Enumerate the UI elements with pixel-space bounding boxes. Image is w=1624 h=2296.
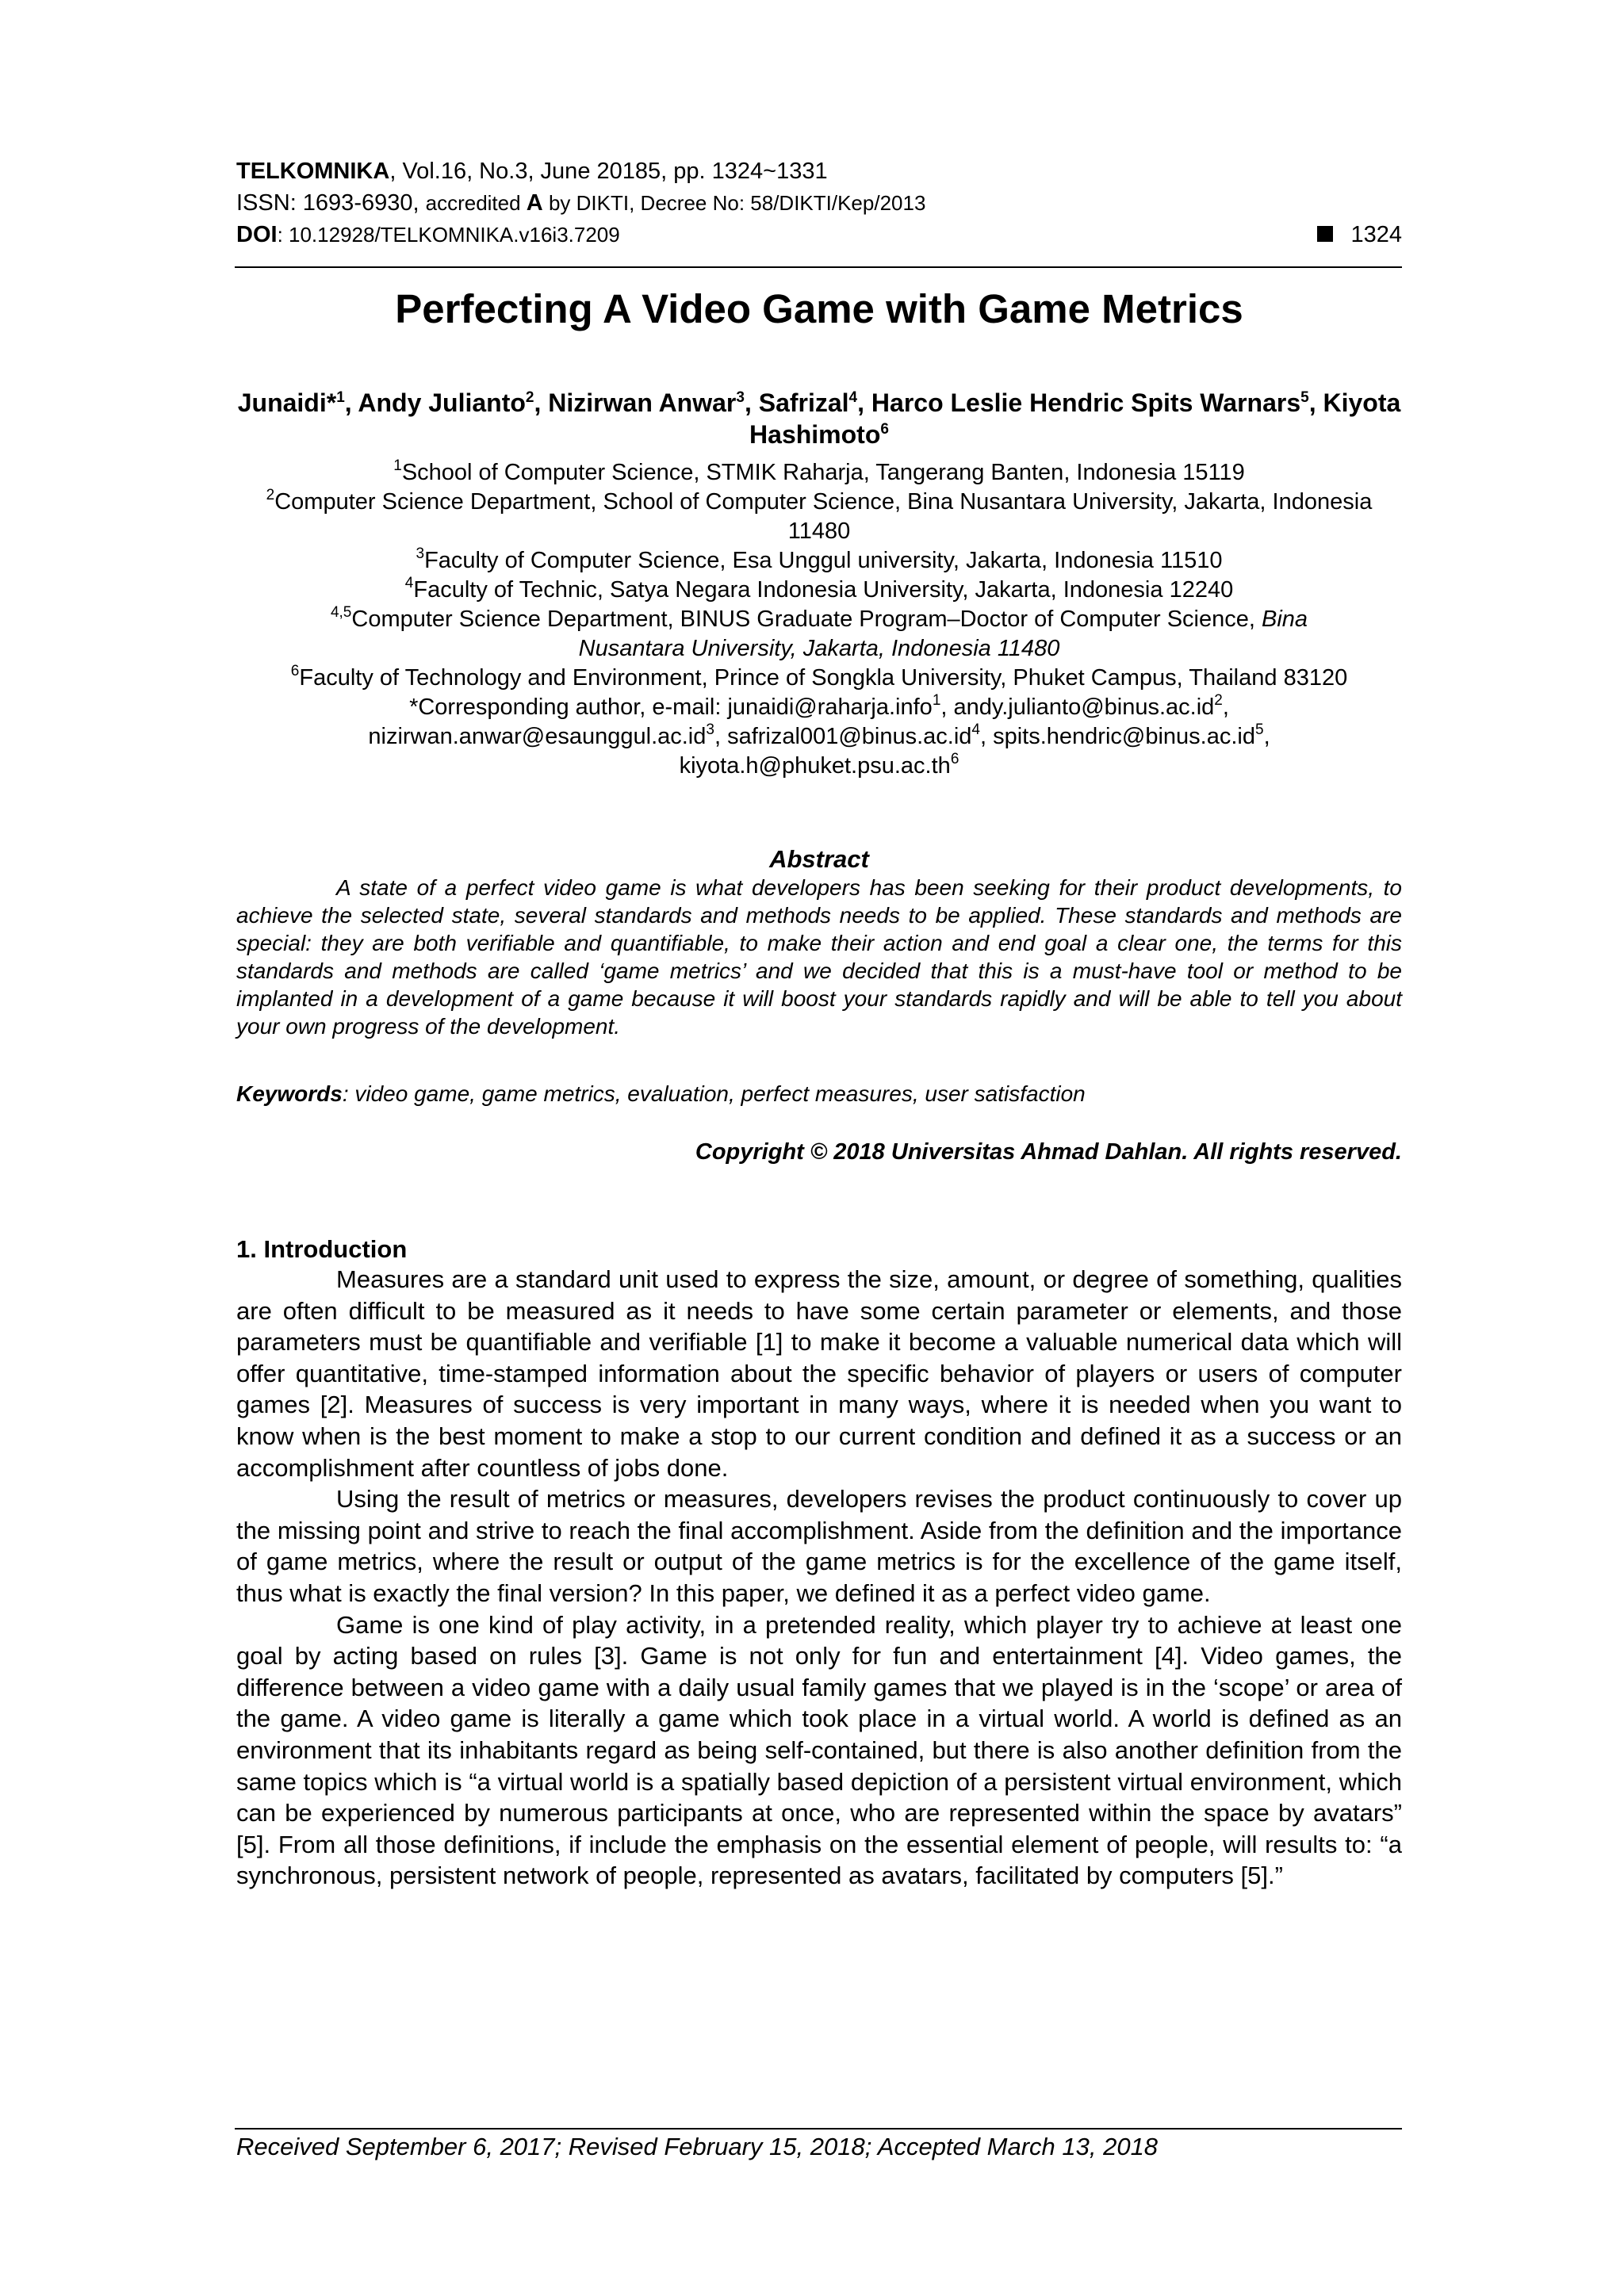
journal-name: TELKOMNIKA xyxy=(236,159,390,184)
affiliation-6-text: Faculty of Technology and Environment, Prince of Songkla University, Phuket Campus, Thailand 83120 xyxy=(299,665,1348,691)
journal-header xyxy=(236,155,1402,251)
email-4: , safrizal001@binus.ac.id xyxy=(714,724,972,749)
affiliation-45 xyxy=(236,605,1402,664)
author-6-sup: 6 xyxy=(880,421,889,438)
affiliation-6 xyxy=(236,664,1402,693)
received-dates: Received September 6, 2017; Revised February 15, 2018; Accepted March 13, 2018 xyxy=(236,2133,1159,2160)
affiliation-4 xyxy=(236,576,1402,605)
author-list xyxy=(236,387,1402,450)
email-3: , nizirwan.anwar@esaunggul.ac.id xyxy=(368,695,1229,749)
email-6: , kiyota.h@phuket.psu.ac.th xyxy=(679,724,1270,779)
affiliation-3 xyxy=(236,546,1402,576)
author-6: , Kiyota Hashimoto xyxy=(749,388,1401,449)
paragraph-1: Measures are a standard unit used to express the size, amount, or degree of something, qualities are often difficult to be measured as it needs to have some certain parameter or elements, and those parameters must be quantifiable and verifiable [1] to make it become a valuable numerical data which will offer quantitative, time-stamped information about the specific behavior of players or users of computer games [2]. Measures of success is very important in many ways, where it is needed when you want to know when is the best moment to make a stop to our current condition and defined it as a success or an accomplishment after countless of jobs done. xyxy=(236,1265,1402,1482)
issn-value: : 1693-6930, xyxy=(289,190,426,216)
email-6-sup: 6 xyxy=(950,751,959,767)
author-2-sup: 2 xyxy=(525,389,534,406)
square-bullet-icon xyxy=(1317,226,1333,242)
author-emails xyxy=(236,693,1402,781)
email-2: , andy.julianto@binus.ac.id xyxy=(940,695,1215,720)
keywords-text: : video game, game metrics, evaluation, perfect measures, user satisfaction xyxy=(342,1081,1086,1106)
affiliation-45-text: Computer Science Department, BINUS Graduate Program–Doctor of Computer Science, xyxy=(351,607,1262,632)
author-5: , Harco Leslie Hendric Spits Warnars xyxy=(857,388,1301,417)
author-2: , Andy Julianto xyxy=(344,388,526,417)
section-body xyxy=(236,1264,1402,1892)
email-intro: *Corresponding author, e-mail: junaidi@raharja.info xyxy=(409,695,933,720)
footer-rule xyxy=(235,2128,1402,2130)
affiliation-3-sup: 3 xyxy=(416,545,425,562)
journal-line xyxy=(236,155,1402,187)
doi-line xyxy=(236,219,1402,251)
affiliations xyxy=(236,458,1402,781)
issn-label: ISSN xyxy=(236,190,290,216)
author-4-sup: 4 xyxy=(848,389,858,406)
affiliation-6-sup: 6 xyxy=(290,663,300,679)
email-1-sup: 1 xyxy=(932,692,941,709)
affiliation-4-sup: 4 xyxy=(404,575,414,591)
author-1: Junaidi* xyxy=(237,388,337,417)
author-3-sup: 3 xyxy=(736,389,745,406)
affiliation-45-italic: Bina Nusantara University, Jakarta, Indonesia 11480 xyxy=(578,607,1308,661)
page-number-value: 1324 xyxy=(1350,222,1402,247)
header-rule xyxy=(235,266,1402,268)
journal-volume: , Vol.16, No.3, June 20185, pp. 1324~1331 xyxy=(389,159,828,184)
page-number xyxy=(1317,219,1402,251)
section-heading: 1. Introduction xyxy=(236,1235,408,1263)
author-5-sup: 5 xyxy=(1300,389,1309,406)
affiliation-1-sup: 1 xyxy=(393,457,402,474)
affiliation-1-text: School of Computer Science, STMIK Raharja, Tangerang Banten, Indonesia 15119 xyxy=(401,460,1245,485)
affiliation-3-text: Faculty of Computer Science, Esa Unggul university, Jakarta, Indonesia 11510 xyxy=(424,548,1223,573)
affiliation-2-text: Computer Science Department, School of Computer Science, Bina Nusantara University, Jakarta, Indonesia 11480 xyxy=(274,489,1373,544)
affiliation-45-sup: 4,5 xyxy=(330,604,352,621)
email-3-sup: 3 xyxy=(706,721,714,738)
decree-text: by DIKTI, Decree No: 58/DIKTI/Kep/2013 xyxy=(542,191,926,215)
paper-title: Perfecting A Video Game with Game Metrics xyxy=(395,286,1243,331)
accreditation-grade: A xyxy=(526,190,543,216)
keywords xyxy=(236,1080,1402,1108)
doi-value: : 10.12928/TELKOMNIKA.v16i3.7209 xyxy=(277,223,620,247)
paragraph-3: Game is one kind of play activity, in a pretended reality, which player try to achieve at least one goal by acting based on rules [3]. Game is not only for fun and entertainment [4]. Video games, the difference between a video game with a daily usual family games that we played is in the ‘scope’ or area of the game. A video game is literally a game which took place in a virtual world. A world is defined as an environment that its inhabitants regard as being self-contained, but there is also another definition from the same topics which is “a virtual world is a spatially based depiction of a persistent virtual environment, which can be experienced by numerous participants at once, who are represented within the space by avatars” [5]. From all those definitions, if include the emphasis on the essential element of people, will results to: “a synchronous, persistent network of people, represented as avatars, facilitated by computers [5].” xyxy=(236,1610,1402,1890)
paragraph-2: Using the result of metrics or measures, developers revises the product continuously to cover up the missing point and strive to reach the final accomplishment. Aside from the definition and the importance of game metrics, where the result or output of the game metrics is for the excellence of the game itself, thus what is exactly the final version? In this paper, we defined it as a perfect video game. xyxy=(236,1485,1402,1607)
issn-line xyxy=(236,187,1402,219)
abstract-heading: Abstract xyxy=(769,845,869,873)
author-3: , Nizirwan Anwar xyxy=(534,388,737,417)
affiliation-2 xyxy=(236,488,1402,546)
copyright-notice: Copyright © 2018 Universitas Ahmad Dahlan. All rights reserved. xyxy=(695,1139,1402,1165)
author-1-sup: 1 xyxy=(336,389,345,406)
email-5: , spits.hendric@binus.ac.id xyxy=(979,724,1255,749)
affiliation-1 xyxy=(236,458,1402,488)
email-4-sup: 4 xyxy=(971,721,980,738)
email-2-sup: 2 xyxy=(1214,692,1223,709)
affiliation-4-text: Faculty of Technic, Satya Negara Indonesia University, Jakarta, Indonesia 12240 xyxy=(413,577,1234,603)
email-5-sup: 5 xyxy=(1254,721,1264,738)
abstract-text: A state of a perfect video game is what developers has been seeking for their product developments, to achieve the selected state, several standards and methods needs to be applied. These standards and methods are special: they are both verifiable and quantifiable, to make their action and end goal a clear one, the terms for this standards and methods are called ‘game metrics’ and we decided that this is a must-have tool or method to be implanted in a development of a game because it will boost your standards rapidly and will be able to tell you about your own progress of the development. xyxy=(236,875,1402,1039)
doi-label: DOI xyxy=(236,222,278,247)
accredited-text: accredited xyxy=(425,191,527,215)
author-4: , Safrizal xyxy=(744,388,849,417)
affiliation-2-sup: 2 xyxy=(266,487,275,503)
keywords-label: Keywords xyxy=(236,1081,343,1106)
